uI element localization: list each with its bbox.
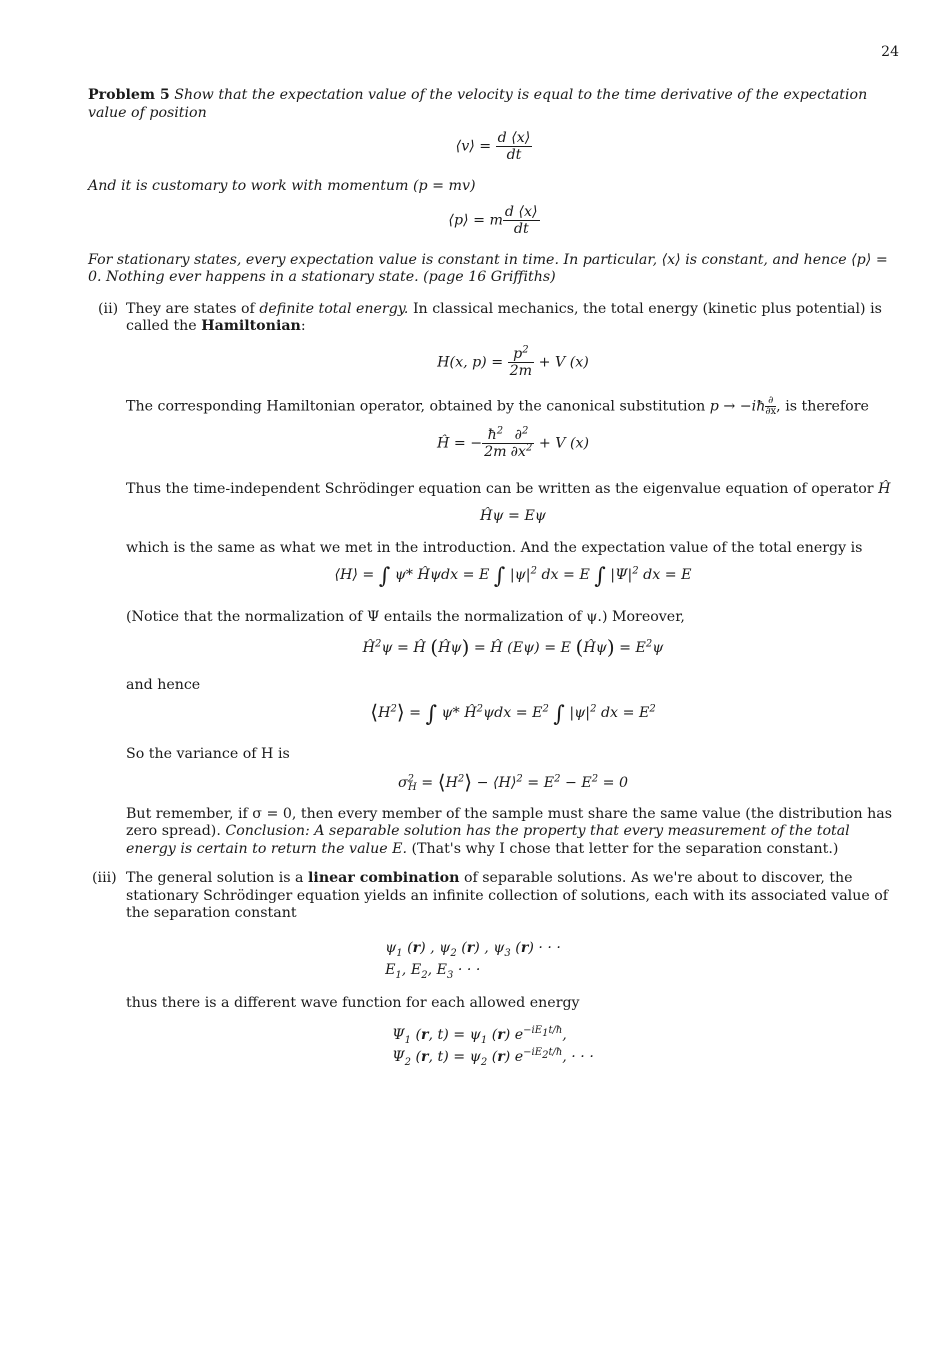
equation-eigenvalue: Ĥψ = Eψ <box>480 508 546 524</box>
and-hence-text: and hence <box>126 676 201 693</box>
equation-wave-functions: $\Psi_1$ (r, $t) = \psi_1$ (r) $e^{-iE_1t/ħ}$, $\Psi_2$ (r, $t) = \psi_2$ (r) $e^{-iE_2t/ħ}$, · · · <box>392 1025 594 1068</box>
normalization-text: (Notice that the normalization of Ψ entails the normalization of ψ.) Moreover, <box>126 609 685 625</box>
equation-solutions: $\psi_1$ (r) , $\psi_2$ (r) , $\psi_3$ (r) · · · $E_1$, $E_2$, $E_3$ · · · <box>385 939 561 981</box>
remember-text <box>126 806 900 859</box>
intro-text-em: definite total energy. <box>259 300 409 317</box>
customary-text: And it is customary to work with momentum (p = mv) <box>88 178 476 194</box>
problem-label: Problem 5 <box>88 87 170 103</box>
expectation-text: which is the same as what we met in the introduction. And the expectation value of the total energy is <box>126 539 863 556</box>
general-solution-text <box>126 870 900 923</box>
wave-function-text: thus there is a different wave function for each allowed energy <box>126 994 580 1011</box>
item-iii-label: (iii) <box>92 870 117 886</box>
general-text-b: of separable solutions. As we're about to discover, the stationary Schrödinger equation yields an infinite collection of solutions, each with its associated value of the separation constant <box>126 870 889 921</box>
equation-h-squared: $Ĥ^2\psi$ = Ĥ (Ĥψ) = Ĥ (Eψ) = E (Ĥψ) = $E^2\psi$ <box>362 634 664 659</box>
operator-text: The corresponding Hamiltonian operator, obtained by the canonical substitution p → −iħ $\frac{\partial}{\partial x}$, is therefore <box>126 394 869 417</box>
operator-text-a: The corresponding Hamiltonian operator, obtained by the canonical substitution <box>126 398 706 414</box>
equation-hamiltonian-classical: H(x, p) = $\frac{p^2}{2m}$ + V (x) <box>437 343 589 379</box>
equation-velocity: ⟨v⟩ = $\frac{d ⟨x⟩}{dt}$ <box>455 130 531 163</box>
equation-wave-functions-block <box>126 1024 900 1068</box>
item-ii <box>88 301 900 859</box>
remember-text-b: (That's why I chose that letter for the separation constant.) <box>411 840 839 857</box>
item-iii <box>88 870 900 1068</box>
page-number: 24 <box>881 44 899 60</box>
problem-statement <box>88 86 900 122</box>
equation-momentum: ⟨p⟩ = m $\frac{d ⟨x⟩}{dt}$ <box>448 203 538 237</box>
stationary-text: For stationary states, every expectation value is constant in time. In particular, ⟨x⟩ is constant, and hence ⟨p⟩ = 0. Nothing ever happens in a stationary state. (page 16 Griffiths) <box>88 251 888 285</box>
schrodinger-text-a: Thus the time-independent Schrödinger equation can be written as the eigenvalue equation of operator <box>126 480 874 497</box>
remember-text-a: But remember, if σ = 0, then every member of the sample must share the same value (the distribution has zero spread). <box>126 805 893 839</box>
general-text-bold: linear combination <box>308 870 460 886</box>
item-ii-label: (ii) <box>98 300 119 317</box>
intro-text-b: In classical mechanics, the total energy (kinetic plus potential) is called the <box>126 300 882 334</box>
equation-expectation-h-squared: $⟨H^2⟩$ = ∫ ψ* $Ĥ^2\psi dx = E^2$ ∫ $|\psi|^2$ dx = $E^2$ <box>370 700 656 727</box>
schrodinger-text: Thus the time-independent Schrödinger equation can be written as the eigenvalue equation of operator Ĥ <box>126 480 891 497</box>
hamiltonian-intro <box>126 301 900 336</box>
equation-variance: $\sigma^2_H$ = $⟨H^2⟩$ − ⟨H⟩$^2$ = $E^2 - E^2 = 0$ <box>397 769 629 794</box>
equation-expectation-energy: ⟨H⟩ = ∫ ψ* Ĥψdx = E ∫ $|\psi|^2$ dx = E ∫ $|\Psi|^2$ dx = E <box>334 564 692 589</box>
page-body <box>88 86 900 1068</box>
variance-text: So the variance of H is <box>126 746 290 762</box>
operator-text-b: , is therefore <box>776 398 869 414</box>
problem-text: Show that the expectation value of the velocity is equal to the time derivative of the expectation value of position <box>88 87 868 121</box>
intro-text-a: They are states of <box>126 300 255 317</box>
equation-hamiltonian-operator: Ĥ = − $\frac{ħ^2}{2m}$ $\frac{\partial^2}{\partial x^2}$ + V (x) <box>436 424 590 460</box>
equation-solutions-block <box>126 937 900 981</box>
remember-text-em: Conclusion: A separable solution has the property that every measurement of the total energy is certain to return the value E. <box>126 823 850 857</box>
general-text-a: The general solution is a <box>126 870 304 886</box>
intro-text-end: : <box>300 318 306 334</box>
intro-text-bold: Hamiltonian <box>201 318 301 334</box>
